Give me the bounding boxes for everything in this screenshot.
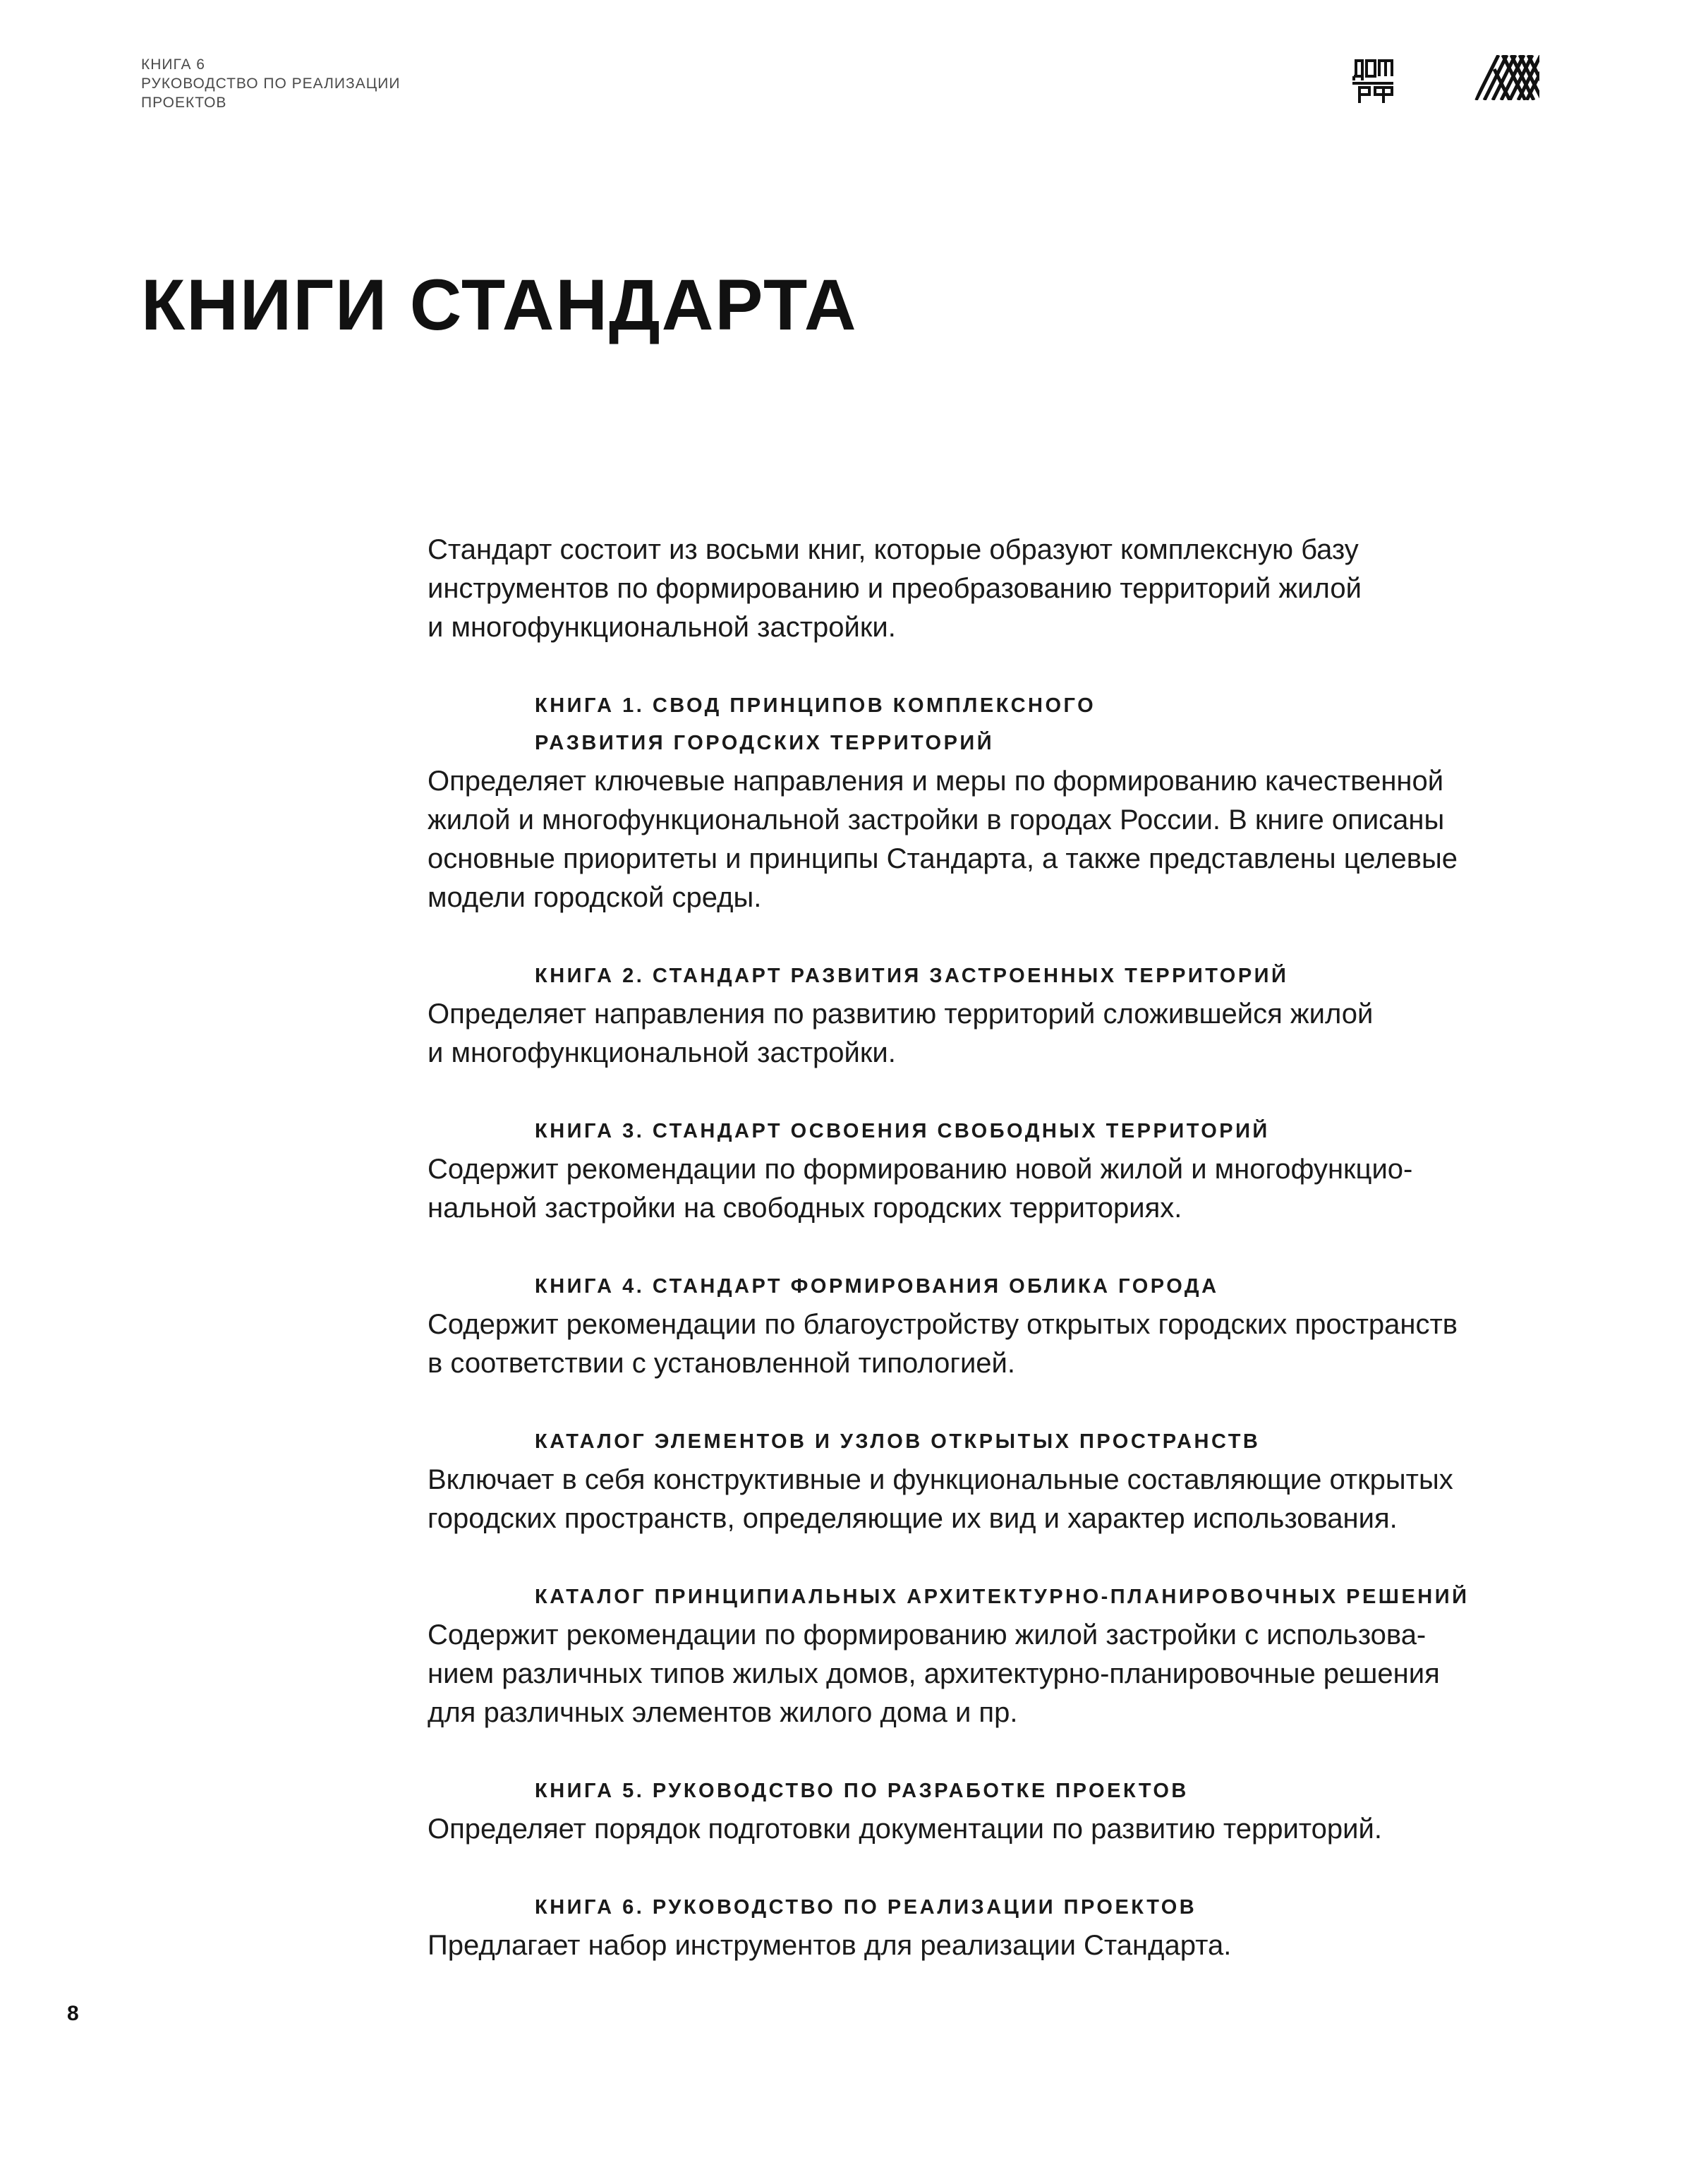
book-heading-line: КНИГА 4. СТАНДАРТ ФОРМИРОВАНИЯ ОБЛИКА ГОРОДА — [535, 1275, 1219, 1298]
book-heading-line: КНИГА 5. РУКОВОДСТВО ПО РАЗРАБОТКЕ ПРОЕКТОВ — [535, 1780, 1189, 1802]
book-description-line: и многофункциональной застройки. — [428, 1037, 896, 1068]
crosshatch-pattern-icon — [1474, 55, 1539, 100]
book-heading — [535, 1113, 1549, 1150]
book-description-line: Определяет порядок подготовки документации по развитию территорий. — [428, 1813, 1382, 1845]
book-heading-line: КНИГА 3. СТАНДАРТ ОСВОЕНИЯ СВОБОДНЫХ ТЕРРИТОРИЙ — [535, 1120, 1270, 1142]
book-description — [428, 1461, 1549, 1538]
running-head-line: КНИГА 6 — [141, 56, 205, 73]
book-heading-line: КАТАЛОГ ЭЛЕМЕНТОВ И УЗЛОВ ОТКРЫТЫХ ПРОСТРАНСТВ — [535, 1430, 1261, 1453]
book-description-line: Предлагает набор инструментов для реализации Стандарта. — [428, 1930, 1232, 1961]
book-description-line: Содержит рекомендации по формированию новой жилой и многофункцио- — [428, 1154, 1413, 1185]
book-description-line: Содержит рекомендации по формированию жилой застройки с использова- — [428, 1619, 1427, 1650]
intro-line: и многофункциональной застройки. — [428, 612, 896, 643]
book-heading-line: РАЗВИТИЯ ГОРОДСКИХ ТЕРРИТОРИЙ — [535, 732, 995, 754]
book-description-line: для различных элементов жилого дома и пр. — [428, 1697, 1018, 1728]
book-description — [428, 1305, 1549, 1383]
book-description-line: в соответствии с установленной типологией. — [428, 1348, 1015, 1379]
book-description — [428, 1810, 1549, 1849]
book-description — [428, 1150, 1549, 1228]
dom-rf-logo-icon — [1351, 55, 1395, 104]
book-description — [428, 995, 1549, 1073]
book-description-line: Определяет ключевые направления и меры по формированию качественной — [428, 766, 1444, 797]
book-heading — [535, 1889, 1549, 1926]
book-description-line: Включает в себя конструктивные и функциональные составляющие открытых — [428, 1464, 1453, 1495]
running-head — [141, 55, 400, 112]
book-description-line: Содержит рекомендации по благоустройству открытых городских пространств — [428, 1309, 1458, 1340]
book-description — [428, 762, 1549, 917]
intro-line: инструментов по формированию и преобразованию территорий жилой — [428, 573, 1362, 604]
running-head-line: РУКОВОДСТВО ПО РЕАЛИЗАЦИИ — [141, 76, 401, 92]
book-heading — [535, 958, 1549, 995]
book-heading — [535, 1773, 1549, 1810]
book-description-line: нием различных типов жилых домов, архитектурно-планировочные решения — [428, 1658, 1440, 1689]
book-entry-2 — [428, 958, 1549, 1073]
book-description-line: Определяет направления по развитию территорий сложившейся жилой — [428, 998, 1374, 1030]
book-heading-line: КНИГА 2. СТАНДАРТ РАЗВИТИЯ ЗАСТРОЕННЫХ ТЕРРИТОРИЙ — [535, 965, 1289, 987]
book-description-line: основные приоритеты и принципы Стандарта, а также представлены целевые — [428, 843, 1458, 874]
book-description-line: модели городской среды. — [428, 882, 762, 913]
book-entry-catalog-elements — [428, 1423, 1549, 1538]
book-heading-line: КАТАЛОГ ПРИНЦИПИАЛЬНЫХ АРХИТЕКТУРНО-ПЛАНИРОВОЧНЫХ РЕШЕНИЙ — [535, 1586, 1470, 1608]
book-description — [428, 1616, 1549, 1732]
book-description-line: городских пространств, определяющие их вид и характер использования. — [428, 1503, 1398, 1534]
book-entry-4 — [428, 1268, 1549, 1383]
book-heading-line: КНИГА 6. РУКОВОДСТВО ПО РЕАЛИЗАЦИИ ПРОЕКТОВ — [535, 1896, 1197, 1919]
intro-paragraph — [428, 531, 1549, 647]
page-number: 8 — [67, 2002, 79, 2025]
book-entry-5 — [428, 1773, 1549, 1849]
book-heading-line: КНИГА 1. СВОД ПРИНЦИПОВ КОМПЛЕКСНОГО — [535, 694, 1096, 717]
page-title: КНИГИ СТАНДАРТА — [141, 265, 858, 345]
book-heading — [535, 1579, 1549, 1616]
book-description-line: жилой и многофункциональной застройки в городах России. В книге описаны — [428, 804, 1445, 835]
book-heading — [535, 687, 1549, 762]
book-entry-catalog-solutions — [428, 1579, 1549, 1732]
book-entry-3 — [428, 1113, 1549, 1228]
running-head-line: ПРОЕКТОВ — [141, 95, 227, 111]
book-heading — [535, 1423, 1549, 1461]
book-heading — [535, 1268, 1549, 1305]
book-description-line: нальной застройки на свободных городских территориях. — [428, 1193, 1182, 1224]
book-entry-6 — [428, 1889, 1549, 1965]
intro-line: Стандарт состоит из восьми книг, которые образуют комплексную базу — [428, 534, 1359, 565]
book-entry-1 — [428, 687, 1549, 917]
main-content — [428, 531, 1549, 1965]
book-description — [428, 1926, 1549, 1965]
